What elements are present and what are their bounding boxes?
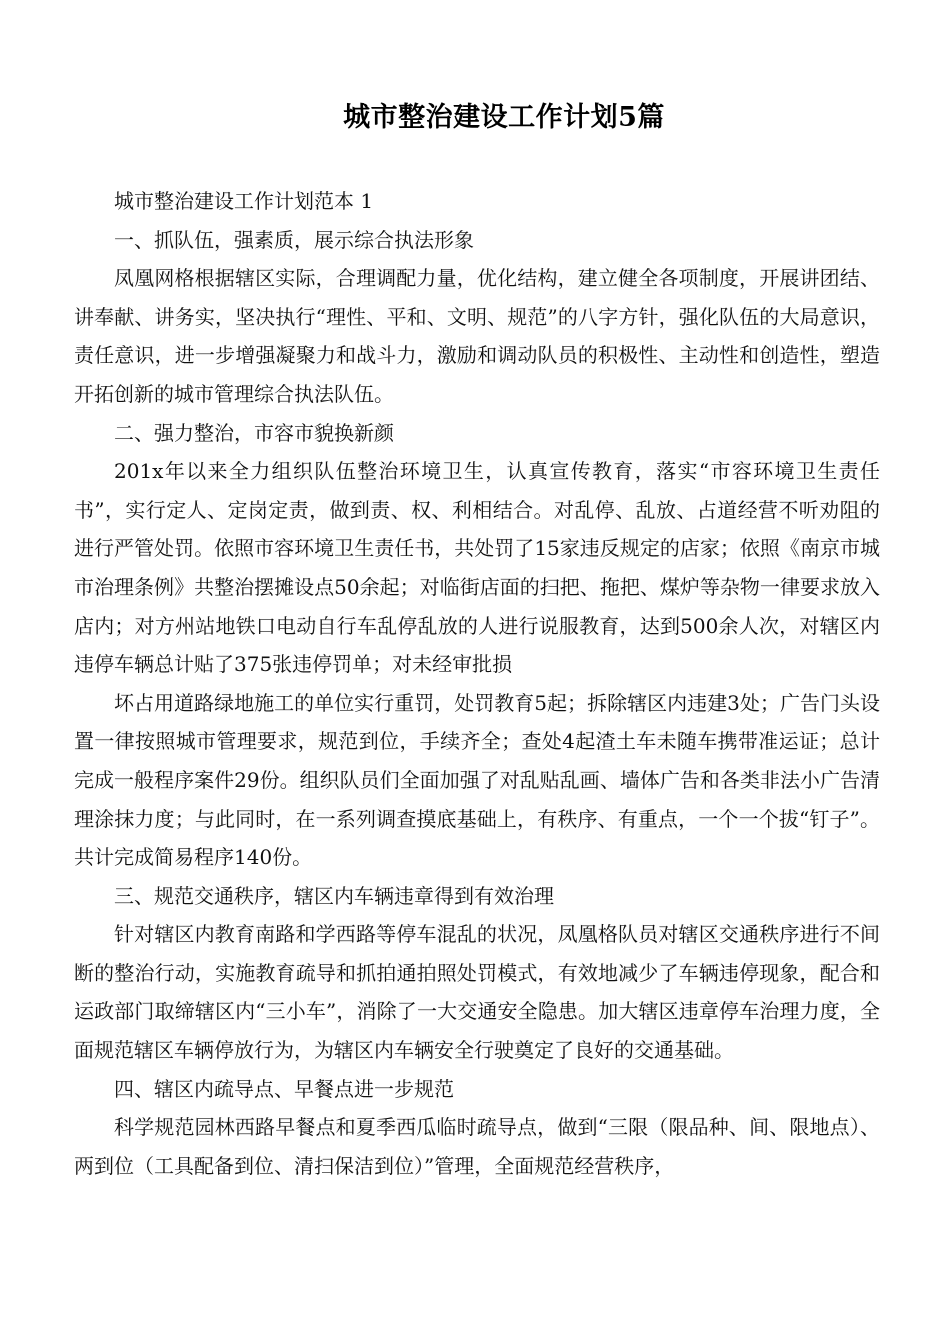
section-heading-1: 一、抓队伍，强素质，展示综合执法形象 [114,227,474,252]
section-heading-4: 四、辖区内疏导点、早餐点进一步规范 [114,1076,454,1101]
document-body [74,182,880,1185]
paragraph-5: 科学规范园林西路早餐点和夏季西瓜临时疏导点，做到“三限（限品种、间、限地点）、两到位（工具配备到位、清扫保洁到位）”管理，全面规范经营秩序， [74,1115,880,1178]
paragraph-4: 针对辖区内教育南路和学西路等停车混乱的状况，凤凰格队员对辖区交通秩序进行不间断的整治行动，实施教育疏导和抓拍通拍照处罚模式，有效地减少了车辆违停现象，配合和运政部门取缔辖区内“三小车”，消除了一大交通安全隐患。加大辖区违章停车治理力度，全面规范辖区车辆停放行为，为辖区内车辆安全行驶奠定了良好的交通基础。 [74,922,880,1063]
paragraph-2: 201x年以来全力组织队伍整治环境卫生，认真宣传教育，落实“市容环境卫生责任书”，实行定人、定岗定责，做到责、权、利相结合。对乱停、乱放、占道经营不听劝阻的进行严管处罚。依照市容环境卫生责任书，共处罚了15家违反规定的店家；依照《南京市城市治理条例》共整治摆摊设点50余起；对临街店面的扫把、拖把、煤炉等杂物一律要求放入店内；对方州站地铁口电动自行车乱停乱放的人进行说服教育，达到500余人次，对辖区内违停车辆总计贴了375张违停罚单；对未经审批损 [74,459,880,677]
section-heading-3: 三、规范交通秩序，辖区内车辆违章得到有效治理 [114,883,554,908]
section-subtitle: 城市整治建设工作计划范本 1 [114,189,374,213]
paragraph-3: 坏占用道路绿地施工的单位实行重罚，处罚教育5起；拆除辖区内违建3处；广告门头设置一律按照城市管理要求，规范到位，手续齐全；查处4起渣土车未随车携带准运证；总计完成一般程序案件29份。组织队员们全面加强了对乱贴乱画、墙体广告和各类非法小广告清理涂抹力度；与此同时，在一系列调查摸底基础上，有秩序、有重点，一个一个拔“钉子”。共计完成简易程序140份。 [74,690,880,870]
section-heading-2: 二、强力整治，市容市貌换新颜 [114,420,394,445]
document-title: 城市整治建设工作计划5篇 [343,102,665,133]
paragraph-1: 凤凰网格根据辖区实际，合理调配力量，优化结构，建立健全各项制度，开展讲团结、讲奉献、讲务实，坚决执行“理性、平和、文明、规范”的八字方针，强化队伍的大局意识，责任意识，进一步增强凝聚力和战斗力，激励和调动队员的积极性、主动性和创造性，塑造开拓创新的城市管理综合执法队伍。 [74,266,880,406]
